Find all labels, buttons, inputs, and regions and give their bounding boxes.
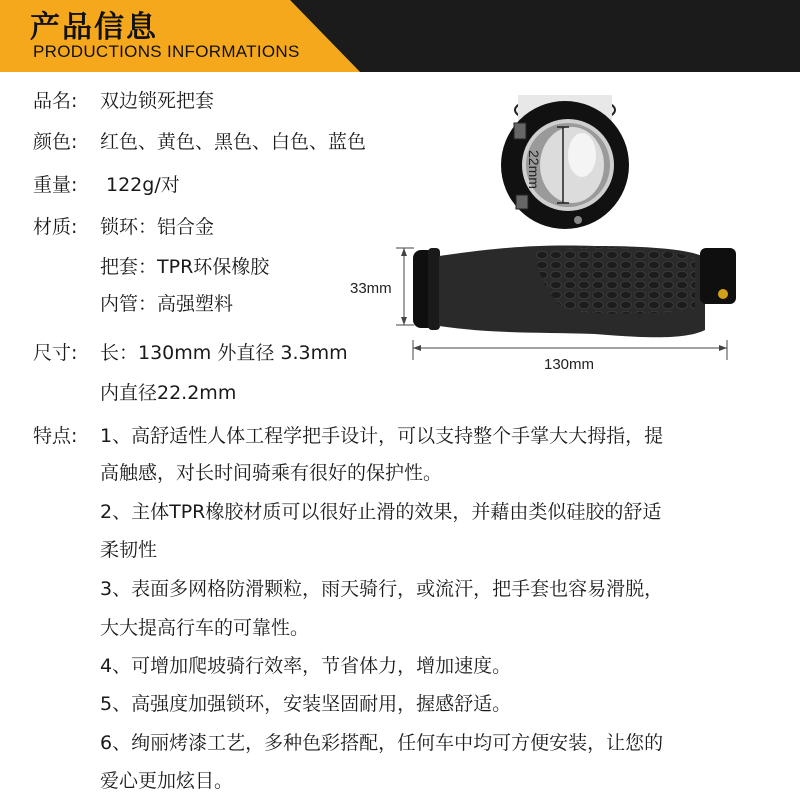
spec-material-item: 内管：高强塑料	[100, 293, 234, 315]
spec-weight-label: 重量:	[33, 174, 78, 196]
spec-weight-value: 122g/对	[106, 174, 180, 196]
feature-item-line: 柔韧性	[100, 539, 158, 561]
spec-size-label: 尺寸:	[33, 342, 78, 364]
spec-name-value: 双边锁死把套	[100, 90, 215, 112]
grip-side-view-image	[395, 240, 755, 365]
spec-color-value: 红色、黄色、黑色、白色、蓝色	[100, 131, 367, 153]
feature-item-line: 大大提高行车的可靠性。	[100, 617, 310, 639]
spec-material-item: 锁环：铝合金	[100, 216, 215, 238]
spec-size-line: 内直径22.2mm	[100, 382, 237, 404]
feature-item-line: 3、表面多网格防滑颗粒，雨天骑行，或流汗，把手套也容易滑脱，	[100, 578, 664, 600]
spec-material-item: 把套：TPR环保橡胶	[100, 256, 270, 278]
features-label: 特点:	[33, 425, 78, 447]
feature-item-line: 2、主体TPR橡胶材质可以很好止滑的效果，并藉由类似硅胶的舒适	[100, 501, 662, 523]
height-dimension-line	[396, 247, 416, 327]
feature-item-line: 爱心更加炫目。	[100, 770, 234, 792]
feature-item-line: 高触感，对长时间骑乘有很好的保护性。	[100, 462, 443, 484]
dim-length: 130mm	[544, 356, 595, 373]
page-title: 产品信息	[30, 10, 158, 45]
spec-name-label: 品名:	[33, 90, 78, 112]
lock-ring-end-view-image	[490, 75, 650, 235]
dim-height: 33mm	[350, 280, 392, 297]
spec-color-label: 颜色:	[33, 131, 78, 153]
page-subtitle: PRODUCTIONS INFORMATIONS	[33, 42, 300, 61]
feature-item-line: 4、可增加爬坡骑行效率，节省体力，增加速度。	[100, 655, 512, 677]
header-banner	[0, 0, 800, 72]
feature-item-line: 5、高强度加强锁环，安装坚固耐用，握感舒适。	[100, 693, 512, 715]
spec-size-line: 长：130mm 外直径 3.3mm	[100, 342, 348, 364]
feature-item-line: 1、高舒适性人体工程学把手设计，可以支持整个手掌大大拇指，提	[100, 425, 664, 447]
spec-material-label: 材质:	[33, 216, 78, 238]
dim-inner-diameter: 22mm	[526, 150, 542, 189]
feature-item-line: 6、绚丽烤漆工艺，多种色彩搭配，任何车中均可方便安装，让您的	[100, 732, 664, 754]
